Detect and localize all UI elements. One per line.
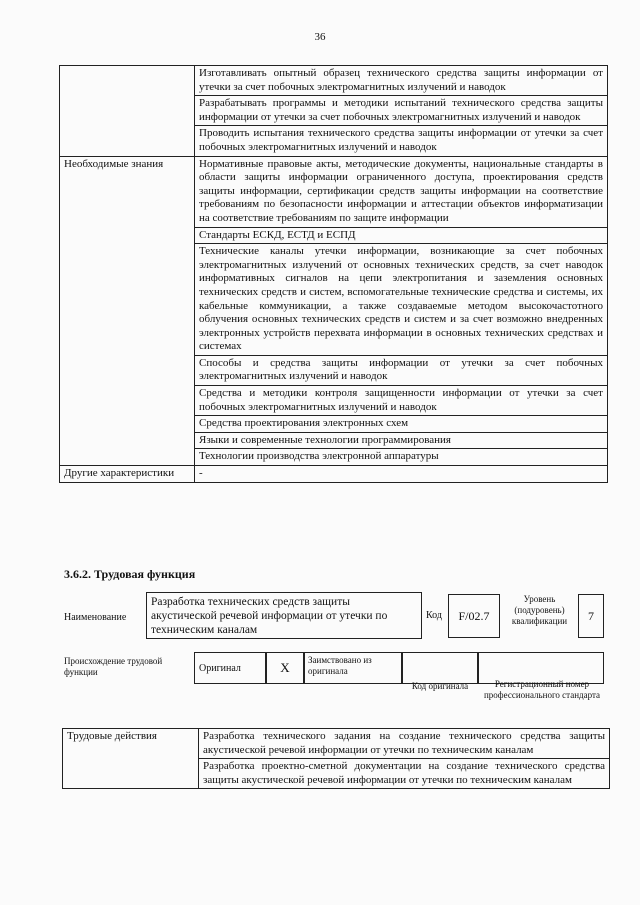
row-text-cell: Способы и средства защиты информации от утечки за счет побочных электромагнитных излучений и наводок <box>195 355 608 385</box>
code-original-cell <box>402 652 478 684</box>
row-label-cell: Необходимые знания <box>60 156 195 465</box>
labor-actions-table <box>62 728 610 789</box>
requirements-row <box>60 156 608 227</box>
code-label: Код <box>426 610 442 621</box>
level-value-box: 7 <box>578 594 604 638</box>
origin-label: Происхождение трудовой функции <box>64 656 163 677</box>
row-label-cell <box>60 66 195 157</box>
row-text-cell: Разрабатывать программы и методики испытаний технического средства защиты информации от утечки за счет побочных электромагнитных излучений и наводок <box>195 96 608 126</box>
row-label-cell: Другие характеристики <box>60 466 195 483</box>
row-text-cell: Изготавливать опытный образец технического средства защиты информации от утечки за счет побочных электромагнитных излучений и наводок <box>195 66 608 96</box>
row-text-cell: Проводить испытания технического средства защиты информации от утечки за счет побочных электромагнитных излучений и наводок <box>195 126 608 156</box>
name-label: Наименование <box>64 612 127 623</box>
original-mark-cell: X <box>266 652 304 684</box>
row-label-cell: Трудовые действия <box>63 729 199 789</box>
level-label: Уровень (подуровень) квалификации <box>511 594 568 626</box>
page-number: 36 <box>314 31 326 43</box>
row-text-cell: Стандарты ЕСКД, ЕСТД и ЕСПД <box>195 227 608 244</box>
labor-actions-table-body <box>63 729 610 789</box>
section-title: 3.6.2. Трудовая функция <box>64 567 196 581</box>
borrowed-cell: Заимствовано из оригинала <box>304 652 402 684</box>
requirements-row <box>60 466 608 483</box>
row-text-cell: Средства и методики контроля защищенности информации от утечки за счет побочных электромагнитных излучений и наводок <box>195 386 608 416</box>
row-text-cell: Технические каналы утечки информации, возникающие за счет побочных электромагнитных излучений от основных технических средств, за счет наводок информативных сигналов на цепи электропитания и заземления основных технических средств и систем, вспомогательные технические средства и системы, их кабельные коммуникации, а также создаваемые методом высокочастотного облучения основных технических средств и систем и за счет возможно внедренных электронных устройств перехвата информации в основных технических средствах и системах <box>195 244 608 356</box>
requirements-table-body <box>60 66 608 483</box>
labor-action-row <box>63 729 610 759</box>
row-text-cell: Нормативные правовые акты, методические документы, национальные стандарты в области защиты информации ограниченного доступа, проектирования средств защиты информации, сертификации средств защиты информации на соответствие требованиям по безопасности информации и аттестации объектов информатизации на соответствие требованиям по защите информации <box>195 156 608 227</box>
original-cell: Оригинал <box>194 652 266 684</box>
reg-number-caption: Регистрационный номер профессионального стандарта <box>483 679 601 700</box>
row-text-cell: Разработка проектно-сметной документации на создание технического средства защиты акустической речевой информации от утечки по техническим каналам <box>199 759 610 789</box>
row-text-cell: Средства проектирования электронных схем <box>195 416 608 433</box>
function-name-box: Разработка технических средств защиты акустической речевой информации от утечки по техническим каналам <box>146 592 422 639</box>
code-value-box: F/02.7 <box>448 594 500 638</box>
row-text-cell: Разработка технического задания на создание технического средства защиты акустической речевой информации от утечки по техническим каналам <box>199 729 610 759</box>
requirements-row <box>60 66 608 96</box>
row-text-cell: Технологии производства электронной аппаратуры <box>195 449 608 466</box>
requirements-table <box>59 65 608 483</box>
row-text-cell: Языки и современные технологии программирования <box>195 432 608 449</box>
row-text-cell: - <box>195 466 608 483</box>
code-original-caption: Код оригинала <box>411 681 469 691</box>
